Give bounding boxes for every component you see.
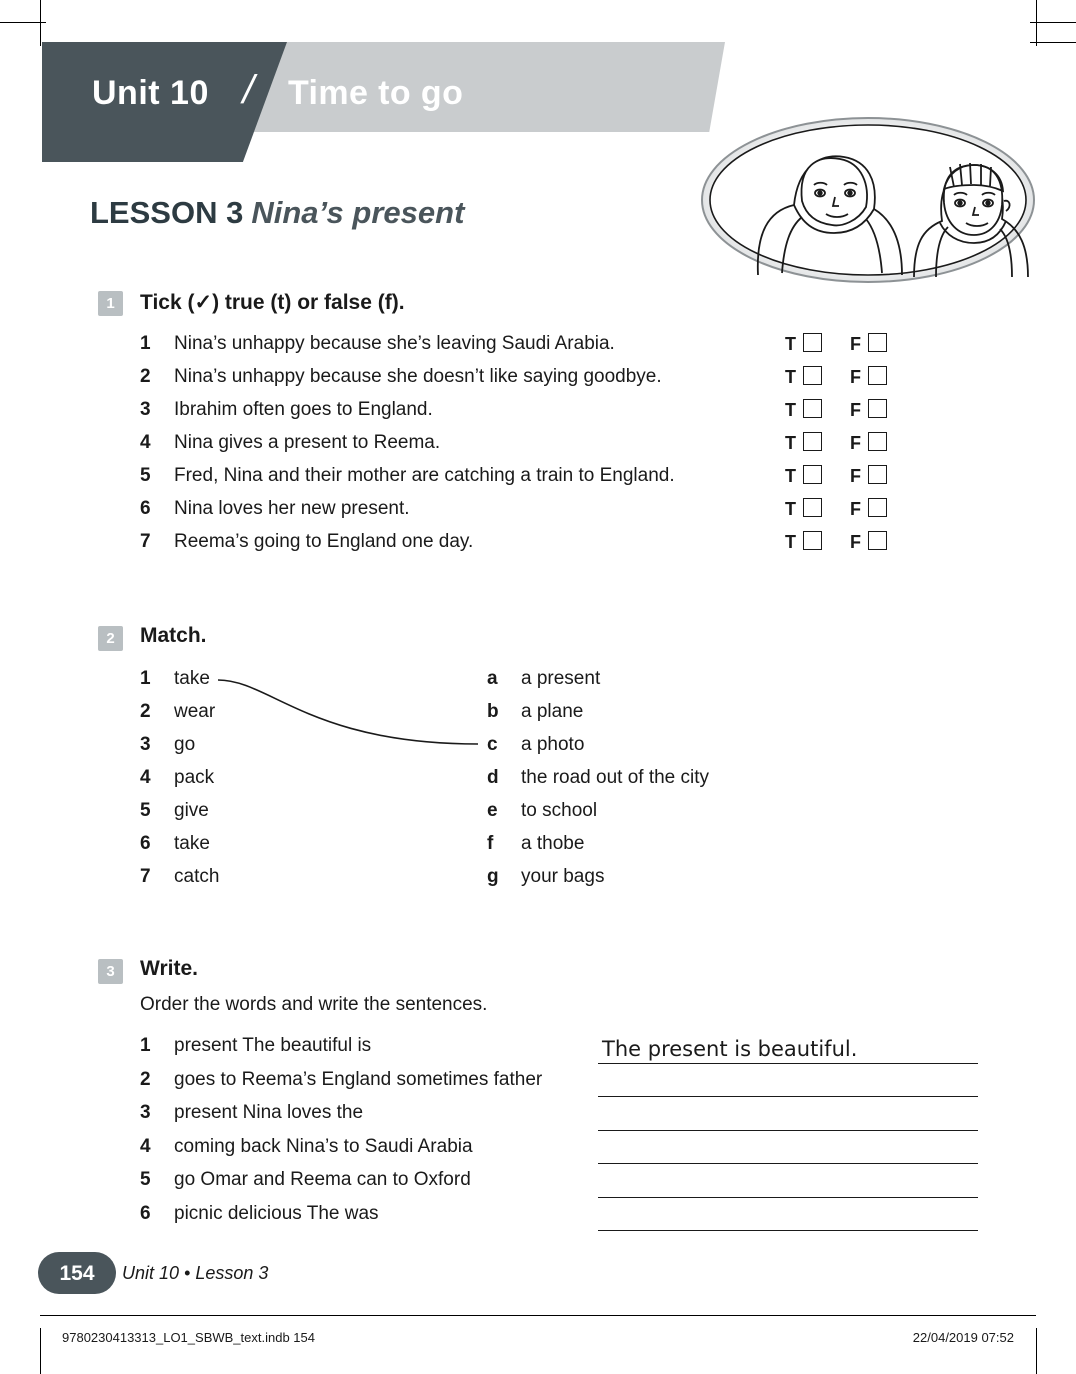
unit-label: Unit 10 <box>92 74 209 112</box>
false-option[interactable]: F <box>850 531 887 553</box>
exercise-3-list <box>140 1035 990 1236</box>
false-checkbox[interactable] <box>868 465 887 484</box>
list-item[interactable] <box>140 800 440 833</box>
list-item[interactable] <box>487 668 937 701</box>
item-number: 3 <box>140 734 151 755</box>
item-number: 4 <box>140 767 151 788</box>
table-row <box>140 333 920 366</box>
true-checkbox[interactable] <box>803 498 822 517</box>
true-checkbox[interactable] <box>803 333 822 352</box>
false-option[interactable]: F <box>850 333 887 355</box>
lesson-illustration <box>698 105 1038 295</box>
crop-mark-bottom-right-v <box>1036 1328 1037 1374</box>
true-option[interactable]: T <box>785 432 822 454</box>
true-option[interactable]: T <box>785 531 822 553</box>
item-text: present Nina loves the <box>174 1102 364 1123</box>
item-number: 2 <box>140 701 151 722</box>
crop-mark-top-left-v <box>40 0 41 46</box>
exercise-1-number: 1 <box>98 291 123 316</box>
crop-mark-top-left-h <box>0 22 46 23</box>
true-option[interactable]: T <box>785 399 822 421</box>
item-text: go <box>174 734 196 755</box>
item-text: take <box>174 833 210 854</box>
list-item[interactable] <box>140 833 440 866</box>
list-item[interactable] <box>487 833 937 866</box>
item-number: 5 <box>140 800 151 821</box>
answer-line[interactable] <box>598 1206 978 1231</box>
false-checkbox[interactable] <box>868 399 887 418</box>
item-number: d <box>487 767 499 788</box>
true-checkbox[interactable] <box>803 531 822 550</box>
answer-text: The present is beautiful. <box>602 1036 858 1061</box>
exercise-3-number: 3 <box>98 959 123 984</box>
item-text: a thobe <box>521 833 585 854</box>
true-checkbox[interactable] <box>803 465 822 484</box>
table-row <box>140 366 920 399</box>
item-number: c <box>487 734 498 755</box>
item-text: picnic delicious The was <box>174 1202 379 1224</box>
item-text: Nina’s unhappy because she’s leaving Saudi Arabia. <box>174 333 615 354</box>
match-right-column <box>487 668 937 899</box>
table-row <box>140 1069 990 1103</box>
item-number: 1 <box>140 1035 151 1056</box>
exercise-1-heading: Tick (✓) true (t) or false (f). <box>140 291 405 314</box>
table-row <box>140 1102 990 1136</box>
page-number: 154 <box>59 1262 95 1285</box>
crop-mark-top-right-h <box>1030 22 1076 23</box>
list-item[interactable] <box>487 800 937 833</box>
false-option[interactable]: F <box>850 498 887 520</box>
false-checkbox[interactable] <box>868 498 887 517</box>
page-title <box>90 195 464 231</box>
item-text: give <box>174 800 209 821</box>
false-checkbox[interactable] <box>868 432 887 451</box>
item-text: goes to Reema’s England sometimes father <box>174 1068 543 1090</box>
item-number: g <box>487 866 499 887</box>
table-row <box>140 399 920 432</box>
false-option[interactable]: F <box>850 366 887 388</box>
table-row <box>140 1136 990 1170</box>
footer-unit-lesson: Unit 10 • Lesson 3 <box>122 1263 269 1283</box>
item-number: 1 <box>140 333 151 354</box>
false-checkbox[interactable] <box>868 333 887 352</box>
exercise-2-number: 2 <box>98 626 123 651</box>
crop-mark-bottom-left-v <box>40 1328 41 1374</box>
item-text: Nina gives a present to Reema. <box>174 432 441 453</box>
table-row <box>140 1203 990 1237</box>
item-text: the road out of the city <box>521 767 710 788</box>
item-number: b <box>487 701 499 722</box>
item-text: pack <box>174 767 215 788</box>
item-number: e <box>487 800 498 821</box>
item-number: 3 <box>140 1102 151 1123</box>
item-number: 5 <box>140 465 151 486</box>
item-number: 4 <box>140 1135 151 1157</box>
answer-line[interactable] <box>598 1173 978 1198</box>
header-slash: / <box>238 68 259 112</box>
item-number: 6 <box>140 1202 151 1224</box>
table-row <box>140 498 920 531</box>
table-row <box>140 465 920 498</box>
print-date: 22/04/2019 07:52 <box>912 1330 1014 1345</box>
item-number: 2 <box>140 1068 151 1090</box>
print-code: 9780230413313_LO1_SBWB_text.indb 154 <box>62 1330 315 1345</box>
false-checkbox[interactable] <box>868 531 887 550</box>
list-item[interactable] <box>487 734 937 767</box>
item-text: Ibrahim often goes to England. <box>174 399 433 420</box>
true-option[interactable]: T <box>785 333 822 355</box>
answer-line[interactable] <box>598 1106 978 1131</box>
false-option[interactable]: F <box>850 465 887 487</box>
exercise-3-heading: Write. <box>140 957 198 980</box>
footer-divider <box>40 1315 1036 1316</box>
item-number: 4 <box>140 432 151 453</box>
true-option[interactable]: T <box>785 498 822 520</box>
item-text: catch <box>174 866 220 887</box>
list-item[interactable] <box>140 866 440 899</box>
exercise-1-list <box>140 333 920 564</box>
table-row <box>140 432 920 465</box>
item-text: coming back Nina’s to Saudi Arabia <box>174 1135 473 1157</box>
table-row <box>140 1035 990 1069</box>
item-number: 6 <box>140 498 151 519</box>
crop-mark-top-right-v <box>1036 0 1037 46</box>
lesson-name: Nina’s present <box>251 195 465 230</box>
false-checkbox[interactable] <box>868 366 887 385</box>
item-number: 2 <box>140 366 151 387</box>
list-item[interactable] <box>140 767 440 800</box>
answer-line[interactable] <box>598 1072 978 1097</box>
item-text: a plane <box>521 701 584 722</box>
item-number: 3 <box>140 399 151 420</box>
item-number: 6 <box>140 833 151 854</box>
item-text: go Omar and Reema can to Oxford <box>174 1169 471 1190</box>
true-option[interactable]: T <box>785 366 822 388</box>
match-connector-line <box>200 660 500 770</box>
item-number: a <box>487 668 498 689</box>
answer-line[interactable] <box>598 1139 978 1164</box>
item-text: wear <box>174 701 216 722</box>
item-text: present The beautiful is <box>174 1035 372 1056</box>
unit-title: Time to go <box>288 74 464 112</box>
exercise-3-instruction: Order the words and write the sentences. <box>140 994 488 1015</box>
item-text: take <box>174 668 210 689</box>
item-text: Reema’s going to England one day. <box>174 531 474 552</box>
item-text: a photo <box>521 734 585 755</box>
true-checkbox[interactable] <box>803 366 822 385</box>
item-number: 7 <box>140 531 151 552</box>
item-text: a present <box>521 668 601 689</box>
item-number: f <box>487 833 494 854</box>
list-item[interactable] <box>487 701 937 734</box>
table-row <box>140 1169 990 1203</box>
true-checkbox[interactable] <box>803 399 822 418</box>
false-option[interactable]: F <box>850 399 887 421</box>
true-checkbox[interactable] <box>803 432 822 451</box>
item-text: Fred, Nina and their mother are catching a train to England. <box>174 465 675 486</box>
item-number: 1 <box>140 668 151 689</box>
lesson-prefix: LESSON 3 <box>90 195 244 230</box>
exercise-2-heading: Match. <box>140 624 207 647</box>
item-text: Nina’s unhappy because she doesn’t like saying goodbye. <box>174 366 662 387</box>
item-text: your bags <box>521 866 605 887</box>
list-item[interactable] <box>487 767 937 800</box>
true-option[interactable]: T <box>785 465 822 487</box>
item-number: 5 <box>140 1169 151 1190</box>
table-row <box>140 531 920 564</box>
item-number: 7 <box>140 866 151 887</box>
false-option[interactable]: F <box>850 432 887 454</box>
list-item[interactable] <box>487 866 937 899</box>
item-text: to school <box>521 800 598 821</box>
item-text: Nina loves her new present. <box>174 498 410 519</box>
